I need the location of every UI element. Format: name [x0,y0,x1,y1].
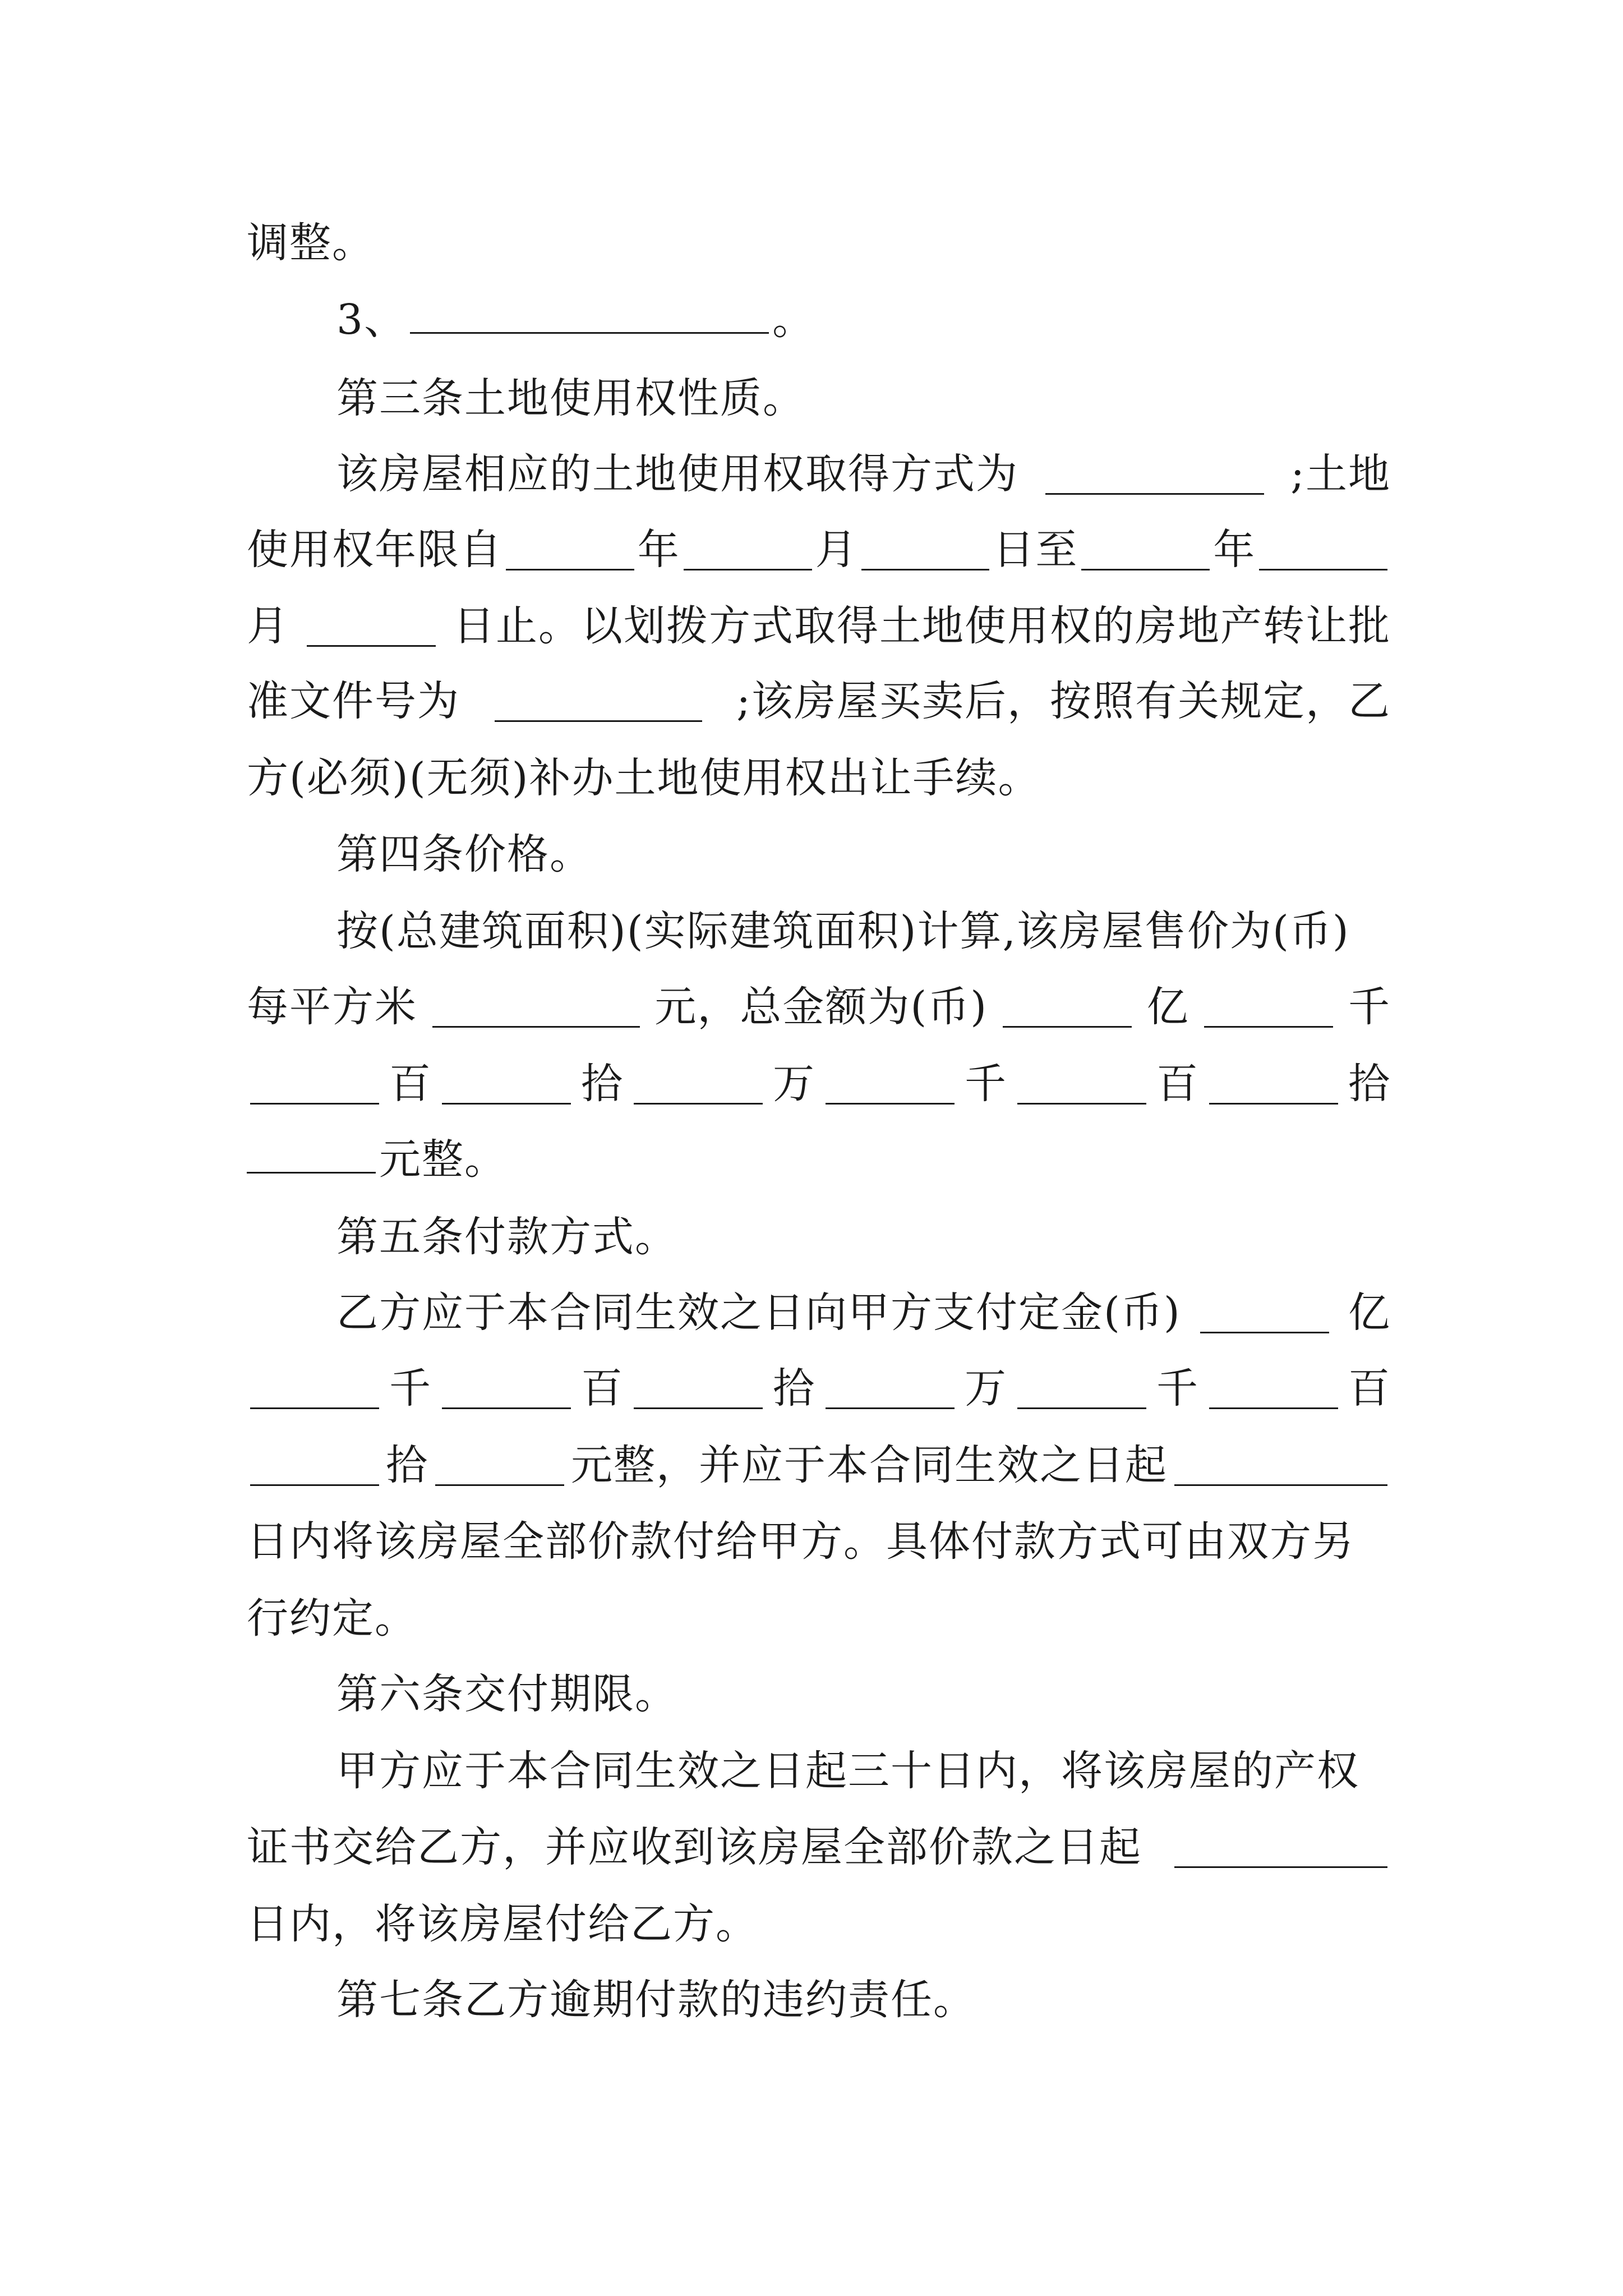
text: 元，总金额为(币) [654,983,988,1031]
text: 万 [773,1060,815,1108]
text: 第三条土地使用权性质。 [336,374,805,422]
text-line [247,903,1391,959]
text-line [247,1285,1391,1341]
text: 日内，将该房屋付给乙方。 [247,1900,758,1948]
fill-blank [247,1133,376,1174]
fill-blank [250,1445,379,1486]
text-line [247,673,1391,729]
text-line [247,1896,1391,1952]
fill-blank [861,530,990,570]
article-heading [247,826,1391,882]
fill-blank [684,530,812,570]
text-line [247,1056,1391,1112]
text-line [247,522,1391,578]
text: 年 [637,526,680,574]
text: 千 [965,1060,1007,1108]
fill-blank [1003,987,1132,1028]
fill-blank [1204,987,1333,1028]
text-line [247,292,1391,348]
fill-blank [435,1445,564,1486]
text: 第六条交付期限。 [336,1670,677,1718]
text: 百 [1348,1364,1391,1412]
text: 百 [581,1364,624,1412]
fill-blank [1259,530,1387,570]
text: 该房屋相应的土地使用权取得方式为 [336,450,1018,498]
text-line [247,750,1391,806]
article-heading [247,1666,1391,1722]
text: 月 [247,602,289,650]
text: 日至 [993,526,1078,574]
text: 第四条价格。 [336,830,592,878]
text-line [247,1743,1391,1799]
text: 百 [389,1060,432,1108]
text: 千 [1348,983,1391,1031]
text: 拾 [581,1060,624,1108]
fill-blank [826,1368,955,1409]
text: 方(必须)(无须)补办土地使用权出让手续。 [247,754,1041,802]
fill-blank [1174,1827,1387,1868]
text: 甲方应于本合同生效之日起三十日内，将该房屋的产权 [336,1747,1359,1795]
text: 亿 [1348,1289,1391,1337]
fill-blank [1209,1064,1338,1105]
fill-blank [634,1368,763,1409]
text: 拾 [386,1441,428,1489]
text: 日内将该房屋全部价款付给甲方。具体付款方式可由双方另 [247,1517,1355,1566]
text: 乙方应于本合同生效之日向甲方支付定金(币) [336,1289,1181,1337]
fill-blank [1081,530,1210,570]
text: 调整。 [247,219,375,267]
text: 行约定。 [247,1594,417,1642]
text-line [247,1437,1391,1493]
text: 千 [389,1364,432,1412]
article-heading [247,1209,1391,1265]
text: ;该房屋买卖后，按照有关规定，乙 [736,677,1391,725]
fill-blank [1017,1064,1146,1105]
text-line [247,1819,1391,1875]
fill-blank [1200,1292,1329,1333]
text-line [247,979,1391,1035]
text-line [247,446,1391,502]
fill-blank [250,1064,379,1105]
text: 3、 [336,296,407,344]
text-line [247,1131,1391,1188]
fill-blank [1017,1368,1146,1409]
text: 万 [965,1364,1007,1412]
text: 使用权年限自 [247,526,502,574]
text: 第七条乙方逾期付款的违约责任。 [336,1976,976,2024]
text: 元整，并应于本合同生效之日起 [571,1441,1168,1489]
text-line [247,598,1391,654]
fill-blank [506,530,634,570]
text: 月 [815,526,858,574]
text-line [247,1360,1391,1416]
fill-blank [442,1368,571,1409]
article-heading [247,370,1391,426]
text-line [247,1513,1391,1570]
fill-blank [307,606,436,647]
fill-blank [442,1064,571,1105]
fill-blank [1209,1368,1338,1409]
text: 年 [1213,526,1256,574]
text: 亿 [1146,983,1189,1031]
text: 。 [772,296,815,344]
text: 第五条付款方式。 [336,1213,677,1261]
fill-blank [250,1368,379,1409]
fill-blank [1174,1445,1387,1486]
text: 百 [1156,1060,1199,1108]
fill-blank [495,681,702,722]
text-line [247,215,1391,271]
text: 日止。以划拨方式取得土地使用权的房地产转让批 [453,602,1391,650]
text: 拾 [773,1364,815,1412]
text: 准文件号为 [247,677,460,725]
text: 按(总建筑面积)(实际建筑面积)计算,该房屋售价为(币) [336,907,1350,955]
fill-blank [1045,454,1264,495]
text: ;土地 [1290,450,1391,498]
text: 元整。 [379,1135,507,1184]
fill-blank [826,1064,955,1105]
article-heading [247,1972,1391,2028]
fill-blank [432,987,640,1028]
text-line [247,1590,1391,1646]
text: 每平方米 [247,983,417,1031]
fill-blank [410,293,769,334]
text: 千 [1156,1364,1199,1412]
fill-blank [634,1064,763,1105]
text: 证书交给乙方，并应收到该房屋全部价款之日起 [247,1823,1142,1871]
text: 拾 [1348,1060,1391,1108]
